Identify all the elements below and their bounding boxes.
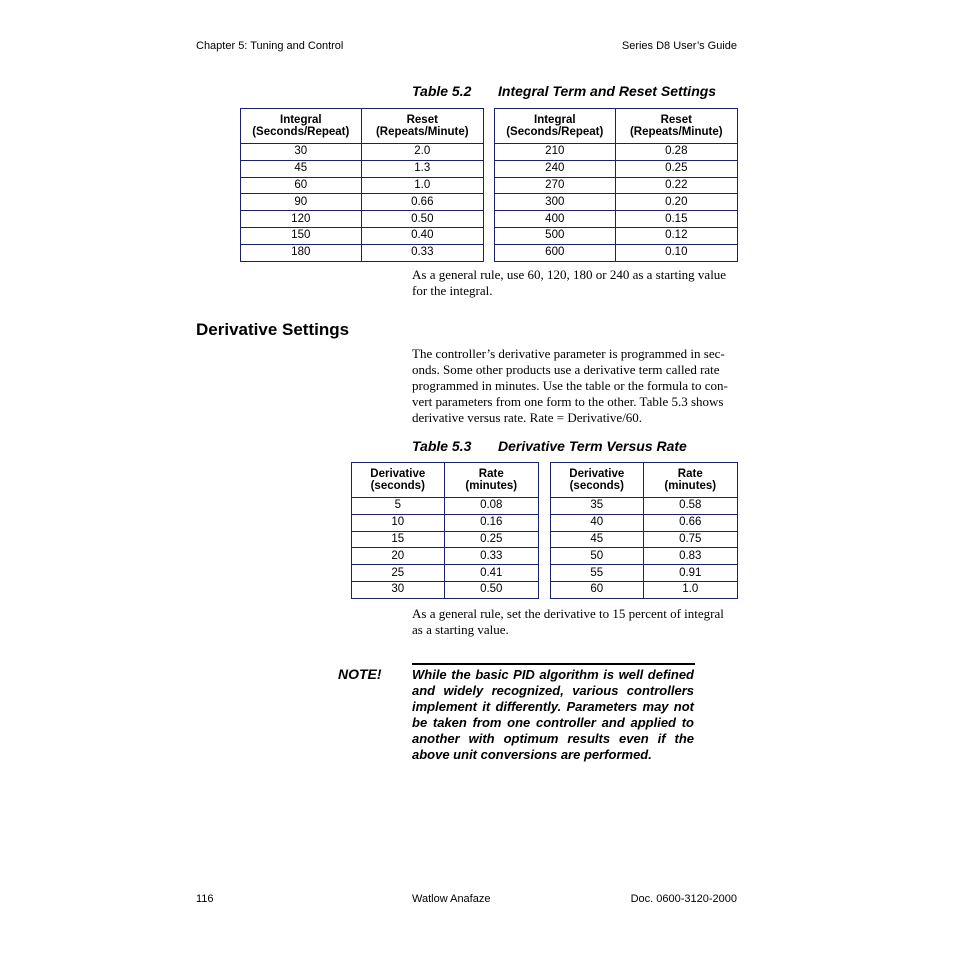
table-row bbox=[241, 144, 484, 161]
text-line: as a starting value. bbox=[412, 622, 509, 637]
table-row bbox=[551, 498, 738, 515]
text-line: onds. Some other products use a derivative term called rate bbox=[412, 362, 720, 377]
table-cell: 0.66 bbox=[361, 194, 483, 211]
note-line: another with optimum results even if the bbox=[412, 731, 694, 746]
table-5-2-right bbox=[494, 108, 738, 262]
table-5-3-left bbox=[351, 462, 539, 599]
table-row bbox=[352, 565, 539, 582]
table-cell: 1.0 bbox=[361, 177, 483, 194]
table-cell: 0.25 bbox=[444, 531, 538, 548]
table-cell: 180 bbox=[241, 244, 362, 261]
table-header-rate: Rate (minutes) bbox=[643, 463, 737, 498]
text-line: programmed in minutes. Use the table or the formula to con- bbox=[412, 378, 728, 393]
text-line: vert parameters from one form to the other. Table 5.3 shows bbox=[412, 394, 724, 409]
table-cell: 0.28 bbox=[615, 144, 737, 161]
table-header-rate: Rate (minutes) bbox=[444, 463, 538, 498]
note-line: above unit conversions are performed. bbox=[412, 747, 652, 762]
table-cell: 0.16 bbox=[444, 514, 538, 531]
note-line: and widely recognized, various controllers bbox=[412, 683, 694, 698]
note-divider bbox=[412, 663, 695, 665]
table-cell: 0.33 bbox=[361, 244, 483, 261]
header-guide-title: Series D8 User’s Guide bbox=[621, 40, 737, 52]
table-cell: 30 bbox=[241, 144, 362, 161]
derivative-guidance-text bbox=[412, 606, 724, 638]
table-cell: 1.3 bbox=[361, 160, 483, 177]
table-5-2-caption bbox=[412, 83, 716, 99]
table-row bbox=[352, 498, 539, 515]
table-row bbox=[551, 514, 738, 531]
table-header-integral: Integral (Seconds/Repeat) bbox=[241, 109, 362, 144]
table-row bbox=[241, 160, 484, 177]
table-5-2-left bbox=[240, 108, 484, 262]
table-cell: 15 bbox=[352, 531, 445, 548]
table-row bbox=[241, 177, 484, 194]
footer-doc-number: Doc. 0600-3120-2000 bbox=[630, 893, 737, 905]
table-cell: 1.0 bbox=[643, 581, 737, 598]
table-cell: 35 bbox=[551, 498, 644, 515]
table-row bbox=[551, 531, 738, 548]
table-cell: 0.75 bbox=[643, 531, 737, 548]
table-cell: 90 bbox=[241, 194, 362, 211]
text-line: As a general rule, set the derivative to 15 percent of integral bbox=[412, 606, 724, 621]
table-cell: 0.20 bbox=[615, 194, 737, 211]
note-line: implement it differently. Parameters may not bbox=[412, 699, 694, 714]
table-cell: 2.0 bbox=[361, 144, 483, 161]
table-cell: 210 bbox=[495, 144, 616, 161]
table-row bbox=[495, 244, 738, 261]
table-header-reset: Reset (Repeats/Minute) bbox=[615, 109, 737, 144]
table-row bbox=[352, 514, 539, 531]
note-line: be taken from one controller and applied to bbox=[412, 715, 694, 730]
table-cell: 25 bbox=[352, 565, 445, 582]
table-row bbox=[495, 227, 738, 244]
table-cell: 40 bbox=[551, 514, 644, 531]
table-cell: 0.25 bbox=[615, 160, 737, 177]
table-cell: 45 bbox=[551, 531, 644, 548]
table-cell: 500 bbox=[495, 227, 616, 244]
table-header-derivative: Derivative (seconds) bbox=[551, 463, 644, 498]
table-row bbox=[241, 227, 484, 244]
table-header-derivative: Derivative (seconds) bbox=[352, 463, 445, 498]
text-line: The controller’s derivative parameter is programmed in sec- bbox=[412, 346, 725, 361]
table-row bbox=[352, 548, 539, 565]
table-header-integral: Integral (Seconds/Repeat) bbox=[495, 109, 616, 144]
table-cell: 0.50 bbox=[444, 581, 538, 598]
table-cell: 55 bbox=[551, 565, 644, 582]
table-cell: 20 bbox=[352, 548, 445, 565]
integral-guidance-text bbox=[412, 267, 726, 299]
note-label: NOTE! bbox=[338, 666, 382, 682]
header-chapter: Chapter 5: Tuning and Control bbox=[196, 40, 344, 52]
table-cell: 600 bbox=[495, 244, 616, 261]
table-5-3-title: Derivative Term Versus Rate bbox=[498, 438, 687, 454]
table-row bbox=[551, 581, 738, 598]
table-cell: 0.22 bbox=[615, 177, 737, 194]
table-row bbox=[495, 144, 738, 161]
table-cell: 300 bbox=[495, 194, 616, 211]
text-line: As a general rule, use 60, 120, 180 or 240 as a starting value bbox=[412, 267, 727, 282]
table-row bbox=[352, 531, 539, 548]
table-row bbox=[551, 548, 738, 565]
table-row bbox=[551, 565, 738, 582]
table-cell: 0.41 bbox=[444, 565, 538, 582]
table-cell: 10 bbox=[352, 514, 445, 531]
table-row bbox=[352, 581, 539, 598]
table-cell: 30 bbox=[352, 581, 445, 598]
footer-company: Watlow Anafaze bbox=[412, 893, 491, 905]
table-cell: 0.58 bbox=[643, 498, 737, 515]
table-cell: 0.83 bbox=[643, 548, 737, 565]
table-cell: 0.10 bbox=[615, 244, 737, 261]
table-row bbox=[495, 194, 738, 211]
table-cell: 5 bbox=[352, 498, 445, 515]
table-row bbox=[495, 177, 738, 194]
table-cell: 0.12 bbox=[615, 227, 737, 244]
table-cell: 120 bbox=[241, 211, 362, 228]
table-cell: 0.40 bbox=[361, 227, 483, 244]
text-line: for the integral. bbox=[412, 283, 493, 298]
table-cell: 45 bbox=[241, 160, 362, 177]
table-5-2-number: Table 5.2 bbox=[412, 83, 472, 99]
table-row bbox=[241, 244, 484, 261]
table-cell: 270 bbox=[495, 177, 616, 194]
table-cell: 0.33 bbox=[444, 548, 538, 565]
table-cell: 60 bbox=[241, 177, 362, 194]
table-row bbox=[241, 211, 484, 228]
table-cell: 0.66 bbox=[643, 514, 737, 531]
table-row bbox=[495, 211, 738, 228]
table-cell: 0.08 bbox=[444, 498, 538, 515]
table-header-reset: Reset (Repeats/Minute) bbox=[361, 109, 483, 144]
text-line: derivative versus rate. Rate = Derivative/60. bbox=[412, 410, 643, 425]
table-5-3-number: Table 5.3 bbox=[412, 438, 472, 454]
table-5-3-caption bbox=[412, 438, 687, 454]
table-cell: 60 bbox=[551, 581, 644, 598]
table-cell: 240 bbox=[495, 160, 616, 177]
table-5-2-title: Integral Term and Reset Settings bbox=[498, 83, 717, 99]
table-cell: 400 bbox=[495, 211, 616, 228]
table-row bbox=[241, 194, 484, 211]
section-heading-derivative-settings: Derivative Settings bbox=[196, 320, 350, 339]
footer-page-number: 116 bbox=[196, 893, 214, 905]
derivative-paragraph bbox=[412, 346, 728, 426]
note-text bbox=[412, 667, 694, 763]
note-line: While the basic PID algorithm is well defined bbox=[412, 667, 694, 682]
table-cell: 150 bbox=[241, 227, 362, 244]
table-cell: 50 bbox=[551, 548, 644, 565]
table-cell: 0.50 bbox=[361, 211, 483, 228]
table-row bbox=[495, 160, 738, 177]
table-cell: 0.91 bbox=[643, 565, 737, 582]
table-cell: 0.15 bbox=[615, 211, 737, 228]
table-5-3-right bbox=[550, 462, 738, 599]
